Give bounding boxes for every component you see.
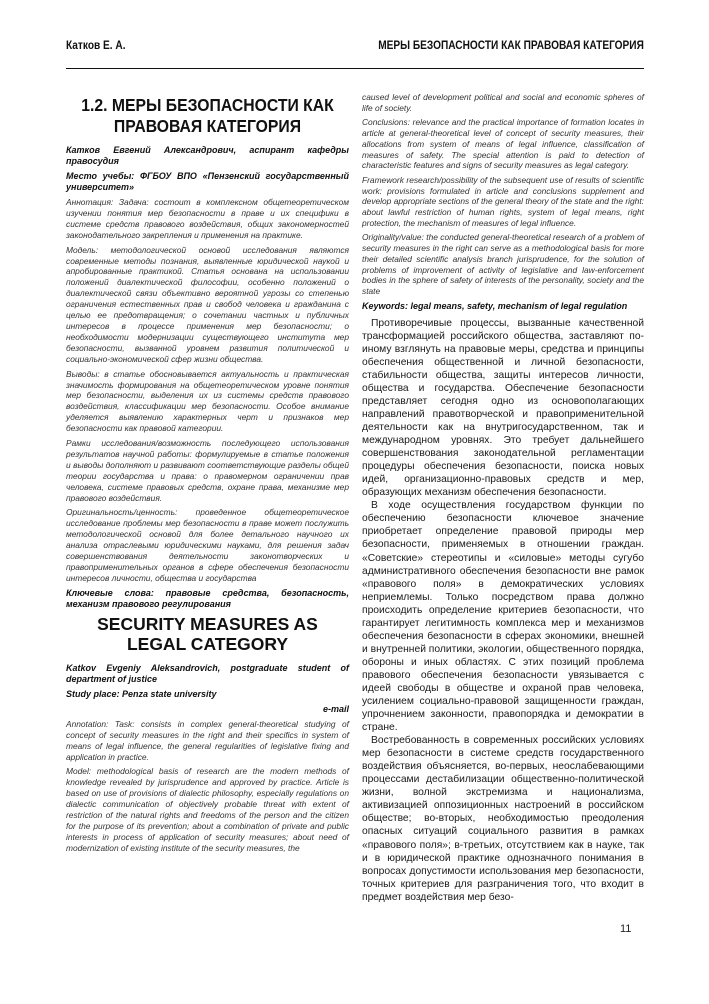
author-info-ru: Катков Евгений Александрович, аспирант кафедры правосудия [66,145,349,166]
study-place-ru: Место учебы: ФГБОУ ВПО «Пензенский государственный университет» [66,171,349,192]
framework-ru: Рамки исследования/возможность последующего использования результатов научной работы: формулируемые в статье положения и выводы дополняют и развивают соответствующие разделы общей теории государства и права: о правомерном ограничении прав человека, системе правовых средств, охране права, механизме мер правового воздействия. [66,438,349,503]
body-paragraph: Востребованность в современных российских условиях мер безопасности в системе средств государственного воздействия объясняется, во-первых, неослабевающими процессами дестабилизации общественно-политической жизни, волной экстремизма и национализма, активизацией оппозиционных настроений в российском обществе; во-вторых, необходимостью преодоления опасных ситуаций социального развития в рамках «правового поля»; в-третьих, отсутствием как в науке, так и в юридической практике однозначного понимания в вопросах допустимости использования мер безопасности, точных критериев для разграничения того, что входит в предмет воздействия мер безо- [362,735,644,903]
header-running-title: МЕРЫ БЕЗОПАСНОСТИ КАК ПРАВОВАЯ КАТЕГОРИЯ [378,40,644,52]
conclusions-ru: Выводы: в статье обосновывается актуальность и практическая значимость формирования на общетеоретическом уровне понятия мер безопасности, выделения их из системы средств правового воздействия, классификации мер безопасности. Особое внимание уделяется выявлению характерных черт и признаков мер безопасности как правовой категории. [66,368,349,434]
keywords-en: Keywords: legal means, safety, mechanism of legal regulation [362,300,628,311]
email-label: e-mail [322,703,349,714]
conclusions-en: Conclusions: relevance and the practical importance of formation locates in article at general-theoretical level of concept of security measures, their allocations from system of means of legal influence, classification of measures of safety. The special attention is paid to detection of characteristic features and signs of security measures as legal category. [362,117,644,171]
keywords-ru: Ключевые слова: правовые средства, безопасность, механизм правового регулирования [66,587,349,609]
study-place-en: Study place: Penza state university [66,688,217,699]
annotation-ru: Аннотация: Задача: состоит в комплексном общетеоретическом изучении понятия мер безопасности в праве и их специфики в системе средств правового воздействия, общих закономерностей законодательного закрепления и применения на практике. [66,197,349,240]
originality-ru: Оригинальность/ценность: проведенное общетеоретическое исследование проблемы мер безопасности в праве может послужить методологической основой для более детального научного их анализа отраслевыми юридическими науками, для решения задач совершенствования деятельности законотворческих и правоприменительных органов в сфере обеспечения безопасности интересов личности, общества и государства [66,507,349,583]
author-info-en: Katkov Evgeniy Aleksandrovich, postgraduate student of department of justice [66,662,349,684]
model-en-continued: caused level of development political and social and economic spheres of life of society. [362,92,644,113]
model-en: Model: methodological basis of research are the modern methods of knowledge revealed by jurisprudence and approved by practice. Article is based on use of provisions of dialectic philosophy, especially regulations on dialectic communication of objectively probable threat with extent of restriction of the natural rights and freedoms of the person and the citizen for the purpose of its prevention; about a combination of private and public interests in process of application of security measures; about need of modernization of existing institute of the security measures, the [66,766,349,853]
article-title-ru: 1.2. МЕРЫ БЕЗОПАСНОСТИ КАК ПРАВОВАЯ КАТЕГОРИЯ [81,95,334,136]
right-column [362,92,644,904]
annotation-en: Annotation: Task: consists in complex general-theoretical studying of concept of security measures in the right and their specifics in system of means of legal influence, the general regularities of legislative fixing and application in practice. [66,718,349,762]
framework-en: Framework research/possibility of the subsequent use of results of scientific work: provisions formulated in article and conclusions supplement and develop appropriate sections of the general theory of the state and the right: about lawful restriction of human rights, system of legal means, right protection, the mechanism of measures of legal influence. [362,174,644,228]
left-column [66,92,349,858]
header-author: Катков Е. А. [66,40,126,52]
header-rule [66,68,644,69]
article-title-en: SECURITY MEASURES AS LEGAL CATEGORY [97,613,318,654]
page-number: 11 [620,923,632,935]
body-paragraph: В ходе осуществления государством функции по обеспечению безопасности ключевое значение приобретает определение правовой природы мер безопасности, применяемых в отношении граждан. «Советские» стереотипы и «силовые» методы сугубо административного обеспечения безопасности вне рамок «правового поля» в демократических условиях неприемлемы. Только посредством права должно происходить определение критериев безопасности, что гарантирует легитимность комплекса мер и механизмов обеспечения безопасности в сферах экономики, внешней и внутренней политики, экологии, общественного порядка, обороны и иных областях. С этих позиций проблема правового обеспечения безопасности увязывается с идеей свободы в обществе и охраной прав человека, усилением социально-правовой защищенности граждан, упрочнением законности, правопорядка и демократии в стране. [362,500,644,734]
body-paragraph: Противоречивые процессы, вызванные качественной трансформацией российского общества, заставляют по-иному взглянуть на правовые меры, средства и принципы обеспечения общественной и личной безопасности, стабильности общества, защиты интересов личности, общества и государства. Обеспечение безопасности представляет сегодня одно из основополагающих направлений правотворческой и правоприменительной деятельности как на внутригосударственном, так и международном уровнях. Это требует дальнейшего совершенствования законодательной регламентации процедуры обеспечения безопасности, поиска новых идей, организационно-правовых средств и мер, образующих механизм обеспечения безопасности. [362,317,644,499]
running-header [66,40,644,58]
model-ru: Модель: методологической основой исследования являются современные методы познания, выявленные юридической наукой и апробированные практикой. Статья основана на использовании положений диалектической философии, особенно положений о диалектической связи объективно вероятной угрозы со степенью ограничения естественных прав и свобод человека и гражданина с целью ее предотвращения; о сочетании частных и публичных интересов в процессе применения мер безопасности; о необходимости модернизации существующего института мер безопасности, вызванной уровнем развития политической и социально-экономической сфер жизни общества. [66,244,349,364]
originality-en: Originality/value: the conducted general-theoretical research of a problem of security measures in the right can serve as a methodological basis for more their detailed scientific analysis branch jurisprudence, for the solution of problems of improvement of activity of legislative and law-enforcement bodies in the sphere of safety of interests of the personality, society and the state [362,232,644,296]
